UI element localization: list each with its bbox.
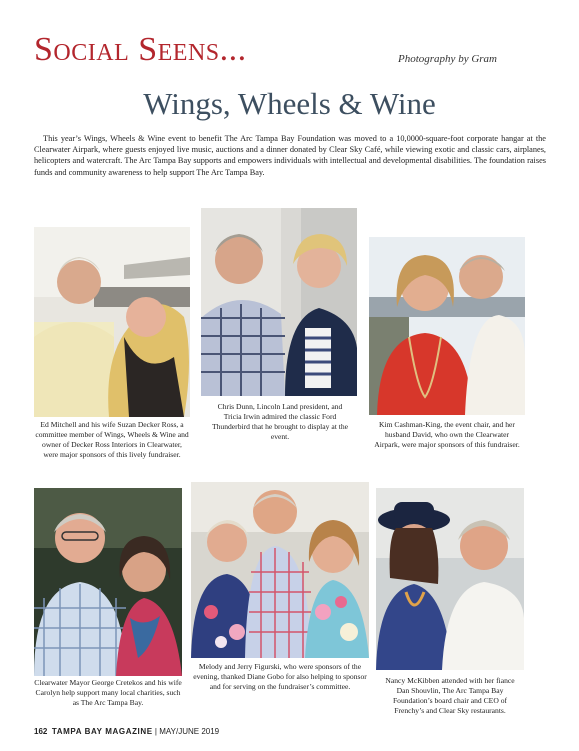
photo-5	[191, 482, 369, 658]
photo-2-caption: Chris Dunn, Lincoln Land president, and Tricia Irwin admired the classic Ford Thunderbird that he brought to display at the event.	[211, 402, 349, 442]
photo-1-caption: Ed Mitchell and his wife Suzan Decker Ross, a committee member of Wings, Wheels & Wine and owner of Decker Ross Interiors in Clearwater, were major sponsors of this lively fundraiser.	[35, 420, 189, 460]
photo-1	[34, 227, 190, 417]
photo-6	[376, 488, 524, 670]
photo-5-caption: Melody and Jerry Figurski, who were sponsors of the evening, thanked Diane Gobo for also helping to sponsor and for serving on the fundraiser’s committee.	[193, 662, 367, 692]
article-headline: Wings, Wheels & Wine	[143, 86, 436, 121]
photo-3	[369, 237, 525, 415]
photo-4-caption: Clearwater Mayor George Cretekos and his wife Carolyn help support many local charities, such as The Arc Tampa Bay.	[34, 678, 182, 708]
photo-credit: Photography by Gram	[398, 53, 497, 65]
photo-6-caption: Nancy McKibben attended with her fiance Dan Shouvlin, The Arc Tampa Bay Foundation’s board chair and CEO of Frenchy’s and Clear Sky restaurants.	[385, 676, 515, 716]
photo-2	[201, 208, 357, 396]
magazine-name: TAMPA BAY MAGAZINE	[51, 727, 153, 736]
page-number: 162	[34, 727, 48, 736]
page-footer: 162 TAMPA BAY MAGAZINE | MAY/JUNE 2019	[34, 727, 220, 736]
photo-3-caption: Kim Cashman-King, the event chair, and her husband David, who own the Clearwater Airpark, were major sponsors of this fundraiser.	[374, 420, 520, 450]
section-title: Social Seens...	[34, 31, 247, 68]
article-intro: This year’s Wings, Wheels & Wine event to benefit The Arc Tampa Bay Foundation was moved to a 10,0000-square-foot corporate hangar at the Clearwater Airpark, where guests enjoyed live music, auctions and a dinner donated by Clear Sky Café, while viewing exotic and classic cars, airplanes, helicopters and watercraft. The Arc Tampa Bay supports and empowers individuals with intellectual and developmental disabilities. The foundation raises funds and community awareness to help support The Arc Tampa Bay.	[34, 134, 546, 177]
issue-date: MAY/JUNE 2019	[159, 727, 220, 736]
photo-4	[34, 488, 182, 676]
